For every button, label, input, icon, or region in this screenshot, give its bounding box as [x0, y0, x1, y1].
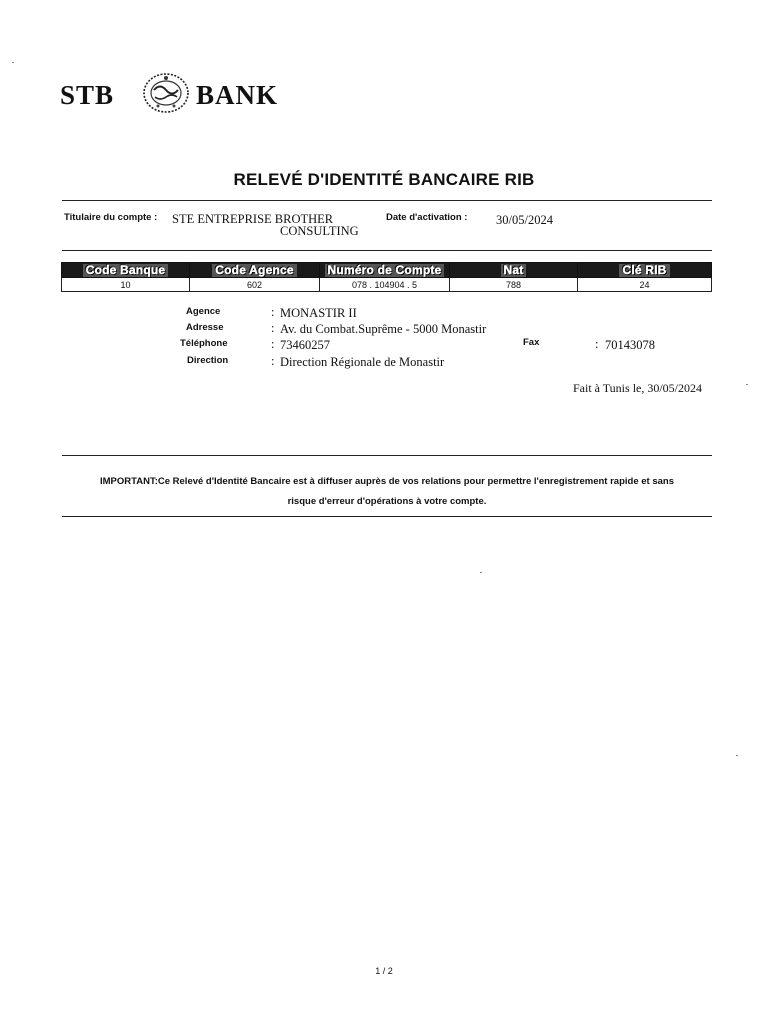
logo-text-stb: STB	[60, 80, 115, 110]
holder-label: Titulaire du compte :	[64, 212, 158, 223]
rib-value-numero-compte: 078 . 104904 . 5	[320, 278, 450, 292]
rib-table-value-row	[62, 278, 712, 292]
divider-line	[62, 455, 712, 456]
colon-separator: :	[271, 321, 275, 335]
telephone-value: 73460257	[280, 338, 330, 352]
rib-value-code-agence: 602	[190, 278, 320, 292]
bank-emblem-icon	[140, 70, 192, 116]
fax-value: 70143078	[605, 338, 655, 352]
important-notice	[62, 472, 712, 512]
fait-a-tunis: Fait à Tunis le, 30/05/2024	[573, 381, 703, 395]
rib-value-cle-rib: 24	[578, 278, 712, 292]
colon-separator: :	[271, 305, 275, 319]
activation-date: 30/05/2024	[496, 213, 553, 227]
rib-table-header-row	[62, 263, 712, 278]
activation-label: Date d'activation :	[386, 212, 468, 223]
direction-value: Direction Régionale de Monastir	[280, 355, 445, 369]
adresse-value: Av. du Combat.Suprême - 5000 Monastir	[280, 322, 487, 336]
rib-header-cell	[320, 263, 450, 278]
fax-label: Fax	[523, 337, 540, 348]
rib-header-cell	[62, 263, 190, 278]
document-title: RELEVÉ D'IDENTITÉ BANCAIRE RIB	[233, 170, 535, 189]
scan-speck	[736, 755, 738, 756]
rib-header-cle-rib: Clé RIB	[619, 264, 669, 277]
rib-header-cell	[190, 263, 320, 278]
scan-speck	[746, 384, 748, 385]
rib-header-code-banque: Code Banque	[83, 264, 169, 277]
divider-line	[62, 200, 712, 201]
stb-bank-logo	[60, 68, 279, 118]
telephone-label: Téléphone	[180, 338, 228, 349]
rib-header-cell	[450, 263, 578, 278]
divider-line	[62, 516, 712, 517]
rib-header-numero-compte: Numéro de Compte	[325, 264, 445, 277]
important-line2: risque d'erreur d'opérations à votre compte.	[287, 496, 487, 507]
agence-value: MONASTIR II	[280, 306, 357, 320]
colon-separator: :	[271, 337, 275, 351]
rib-table	[61, 262, 712, 292]
colon-separator: :	[271, 354, 275, 368]
adresse-label: Adresse	[186, 322, 224, 333]
rib-value-code-banque: 10	[62, 278, 190, 292]
scan-speck	[12, 62, 14, 63]
rib-header-nat: Nat	[501, 264, 527, 277]
important-line1: IMPORTANT:Ce Relevé d'Identité Bancaire est à diffuser auprès de vos relations pour permettre l'enregistrement rapide et sans	[100, 476, 674, 487]
rib-header-code-agence: Code Agence	[212, 264, 296, 277]
holder-name-line1: STE ENTREPRISE BROTHER	[172, 212, 334, 226]
agence-label: Agence	[186, 306, 221, 317]
scan-speck	[480, 572, 482, 573]
logo-text-bank: BANK	[196, 80, 279, 110]
rib-header-cell	[578, 263, 712, 278]
direction-label: Direction	[187, 355, 229, 366]
divider-line	[62, 250, 712, 251]
rib-value-nat: 788	[450, 278, 578, 292]
colon-separator: :	[595, 337, 599, 351]
holder-name-line2: CONSULTING	[280, 224, 359, 238]
page-number: 1 / 2	[375, 966, 393, 976]
